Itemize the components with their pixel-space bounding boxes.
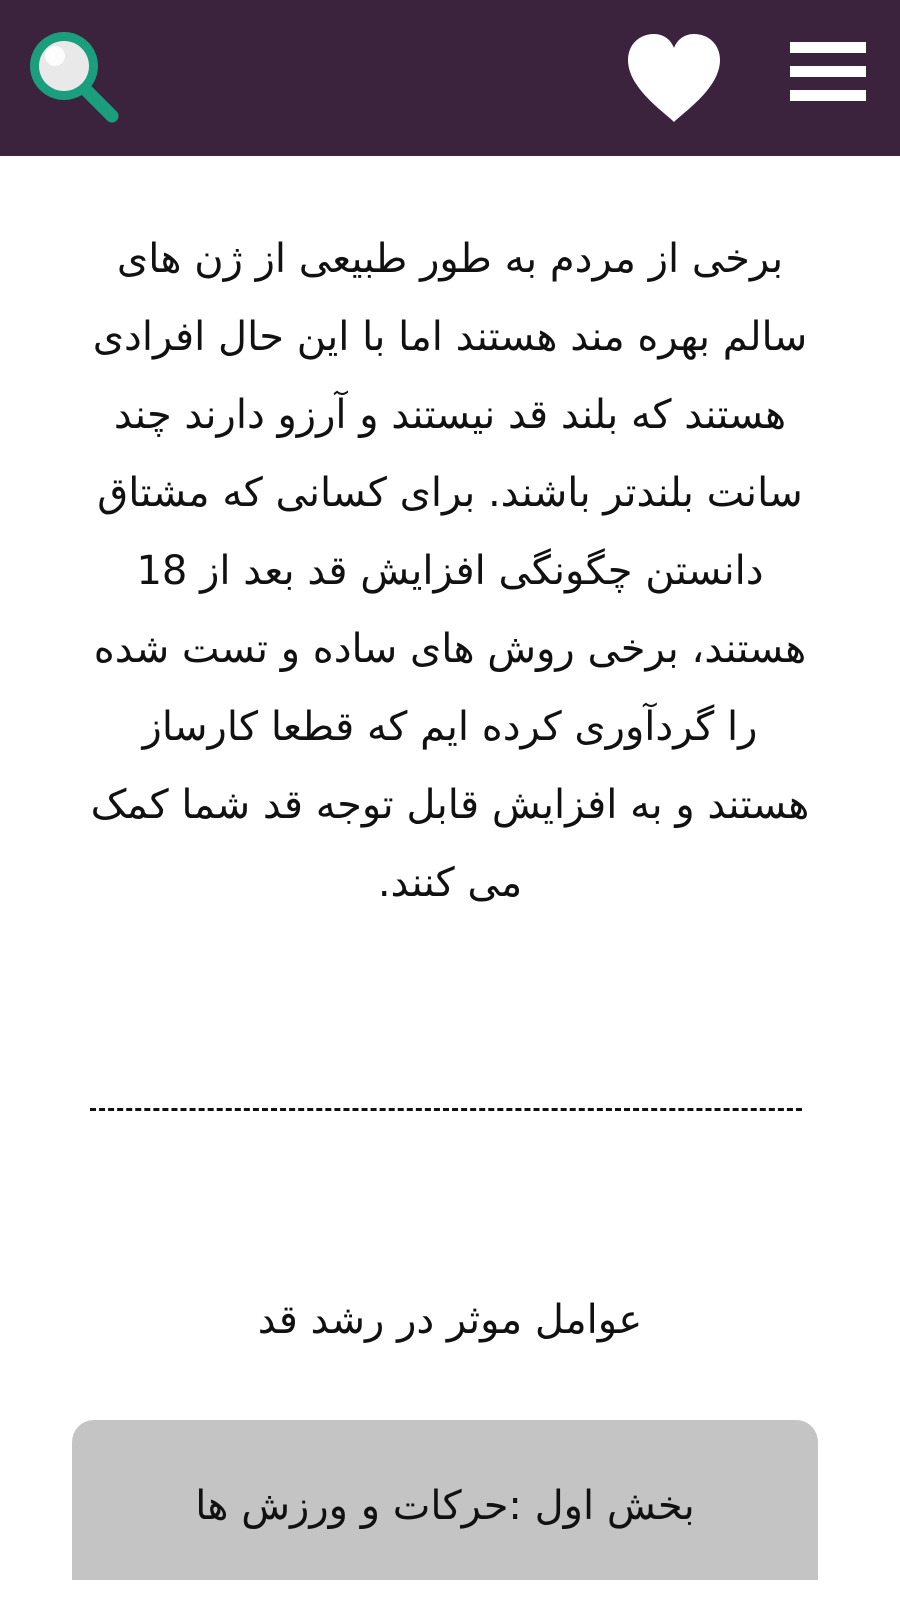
section-one-button[interactable] bbox=[72, 1420, 818, 1580]
favorite-button[interactable] bbox=[624, 30, 724, 126]
heart-icon bbox=[624, 30, 724, 126]
menu-button[interactable] bbox=[788, 40, 868, 104]
section-one-label: بخش اول :حرکات و ورزش ها bbox=[195, 1483, 695, 1529]
intro-paragraph: برخی از مردم به طور طبیعی از ژن های سالم بهره مند هستند اما با این حال افرادی هستند که بلند قد نیستند و آرزو دارند چند سانت بلندتر باشند. برای کسانی که مشتاق دانستن چگونگی افزایش قد بعد از 18 هستند، برخی روش های ساده و تست شده را گردآوری کرده ایم که قطعا کارساز هستند و به افزایش قابل توجه قد شما کمک می کنند. bbox=[90, 236, 810, 906]
article-body bbox=[90, 220, 810, 922]
section-heading: عوامل موثر در رشد قد bbox=[257, 1297, 643, 1343]
top-app-bar bbox=[0, 0, 900, 156]
search-button[interactable] bbox=[20, 22, 124, 126]
search-icon bbox=[20, 22, 124, 126]
hamburger-menu-icon bbox=[788, 40, 868, 104]
dashed-divider bbox=[90, 1108, 802, 1111]
